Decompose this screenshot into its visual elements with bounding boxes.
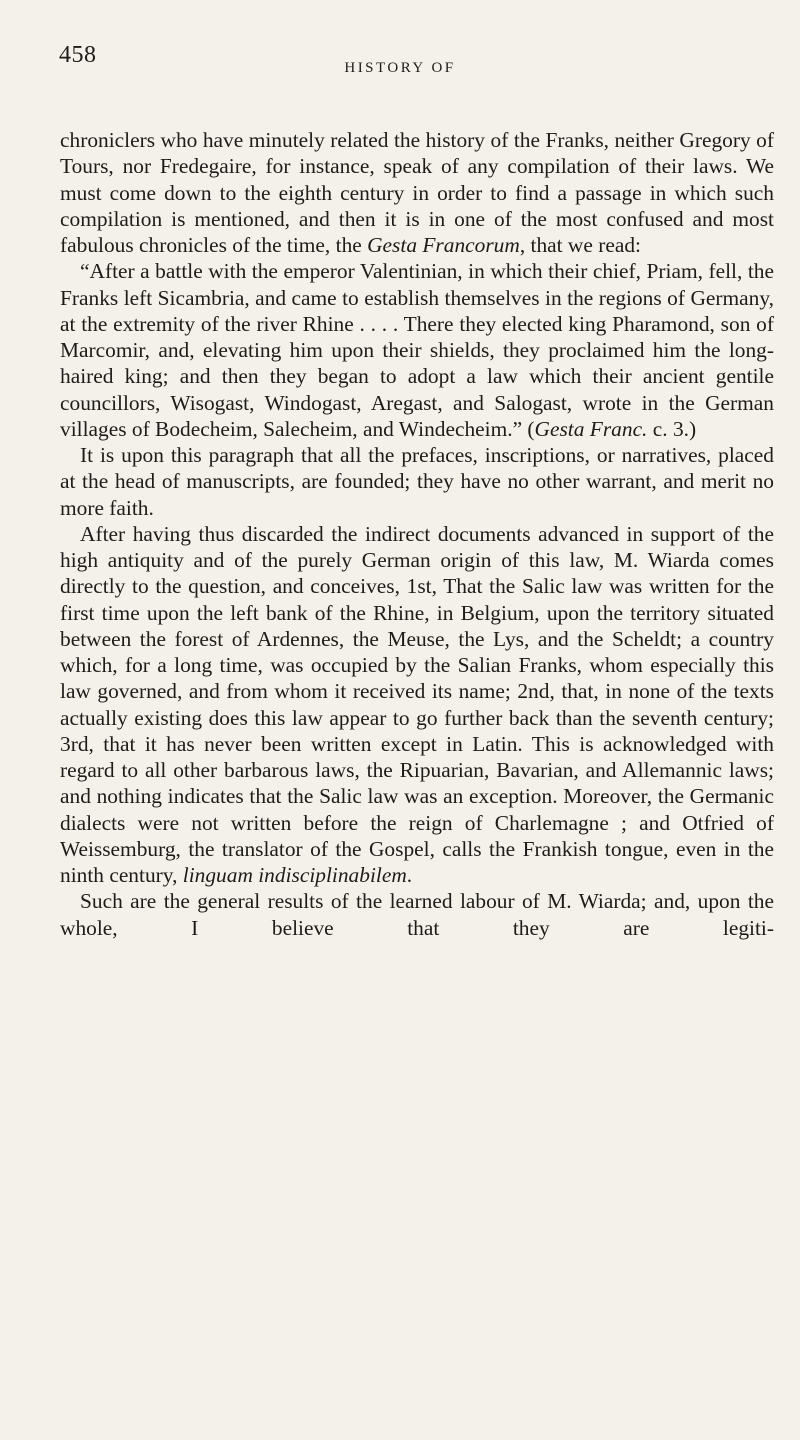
italic-title: Gesta Francorum — [367, 233, 520, 257]
page-number: 458 — [59, 42, 97, 68]
paragraph-1: chroniclers who have minutely related the history of the Franks, neither Gregory of Tours, nor Fredegaire, for instance, speak of any compilation of their laws. We must come down to the eighth century in order to find a passage in which such compilation is mentioned, and then it is in one of the most confused and most fabulous chronicles of the time, the Gesta Francorum, that we read: — [60, 128, 774, 257]
paragraph-3: It is upon this paragraph that all the prefaces, inscriptions, or narratives, placed at the head of manuscripts, are founded; they have no other warrant, and merit no more faith. — [60, 443, 774, 520]
italic-latin: linguam indisciplinabilem — [182, 863, 407, 887]
paragraph-4: After having thus discarded the indirect documents advanced in support of the high antiquity and of the purely German origin of this law, M. Wiarda comes directly to the question, and conceives, 1st, That the Salic law was written for the first time upon the left bank of the Rhine, in Belgium, upon the territory situated between the forest of Ardennes, the Meuse, the Lys, and the Scheldt; a country which, for a long time, was occupied by the Salian Franks, whom especially this law governed, and from whom it received its name; 2nd, that, in none of the texts actually existing does this law appear to go further back than the seventh century; 3rd, that it has never been written except in Latin. This is acknowledged with regard to all other barbarous laws, the Ripuarian, Bavarian, and Allemannic laws; and nothing indicates that the Salic law was an exception. Moreover, the Germanic dialects were not written before the reign of Charlemagne ; and Otfried of Weissemburg, the translator of the Gospel, calls the Frankish tongue, even in the ninth century, linguam indisciplinabilem. — [60, 521, 774, 887]
running-head: HISTORY OF — [344, 60, 456, 76]
italic-citation: Gesta Franc. — [534, 416, 648, 441]
paragraph-2-quotation: “After a battle with the emperor Valentinian, in which their chief, Priam, fell, the Franks left Sicambria, and came to establish themselves in the regions of Germany, at the extremity of the river Rhine . . . . There they elected king Pharamond, son of Marcomir, and, elevating him upon their shields, they proclaimed him the long-haired king; and then they began to adopt a law which their ancient gentile councillors, Wisogast, Windogast, Aregast, and Salogast, wrote in the German villages of Bodecheim, Salecheim, and Windecheim.” (Gesta Franc. c. 3.) — [60, 259, 774, 441]
paragraph-5: Such are the general results of the learned labour of M. Wiarda; and, upon the whole, I believe that they are legiti- — [60, 889, 774, 940]
body-text — [60, 127, 774, 941]
